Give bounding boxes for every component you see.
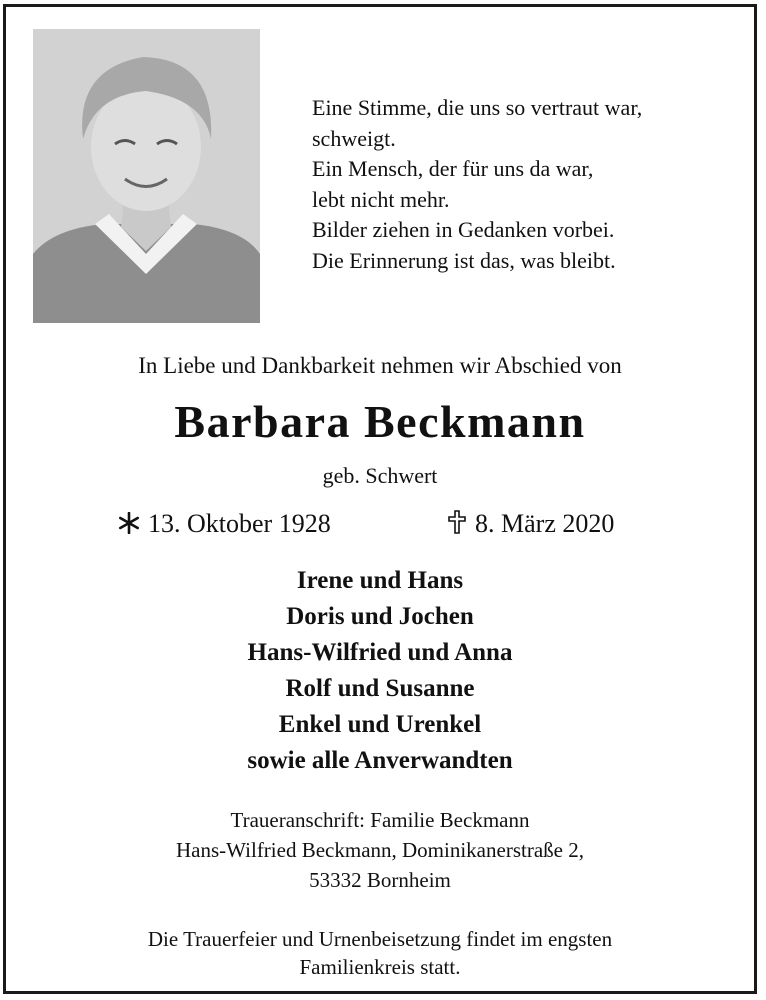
memorial-poem <box>312 93 742 276</box>
farewell-intro: In Liebe und Dankbarkeit nehmen wir Abschied von <box>138 353 622 378</box>
mourning-address <box>6 805 754 895</box>
poem-line: lebt nicht mehr. <box>312 186 450 212</box>
poem-line: Ein Mensch, der für uns da war, <box>312 156 594 181</box>
poem-line: Eine Stimme, die uns so vertraut war, <box>312 95 643 120</box>
mourners-list <box>6 563 754 779</box>
portrait-photo <box>33 29 260 323</box>
poem-line: schweigt. <box>312 125 396 151</box>
address-line: Hans-Wilfried Beckmann, Dominikanerstraße 2, <box>176 838 584 862</box>
deceased-name: Barbara Beckmann <box>174 396 586 447</box>
mourner-line: Irene und Hans <box>296 567 464 594</box>
birth-date: 13. Oktober 1928 <box>148 509 331 538</box>
life-dates <box>6 509 754 543</box>
poem-line: Bilder ziehen in Gedanken vorbei. <box>312 217 615 242</box>
mourner-line: sowie alle Anverwandten <box>247 747 513 774</box>
mourner-line: Rolf und Susanne <box>285 675 475 702</box>
mourner-line: Enkel und Urenkel <box>278 711 482 738</box>
address-line: Traueranschrift: Familie Beckmann <box>230 808 530 832</box>
address-line: 53332 Bornheim <box>309 868 451 892</box>
poem-line: Die Erinnerung ist das, was bleibt. <box>312 247 616 273</box>
portrait-illustration <box>33 29 260 323</box>
ceremony-line: Die Trauerfeier und Urnenbeisetzung findet im engsten <box>147 927 613 951</box>
maiden-name: geb. Schwert <box>322 463 438 488</box>
death-date: 8. März 2020 <box>475 509 615 538</box>
birth-date-group <box>118 509 331 541</box>
mourner-line: Doris und Jochen <box>286 603 474 630</box>
cross-icon <box>447 510 467 541</box>
death-date-group <box>447 509 614 541</box>
obituary-card <box>3 4 757 994</box>
ceremony-line: Familienkreis statt. <box>299 955 461 979</box>
mourner-line: Hans-Wilfried und Anna <box>247 639 513 666</box>
ceremony-note <box>6 925 754 981</box>
star-icon <box>118 511 140 541</box>
